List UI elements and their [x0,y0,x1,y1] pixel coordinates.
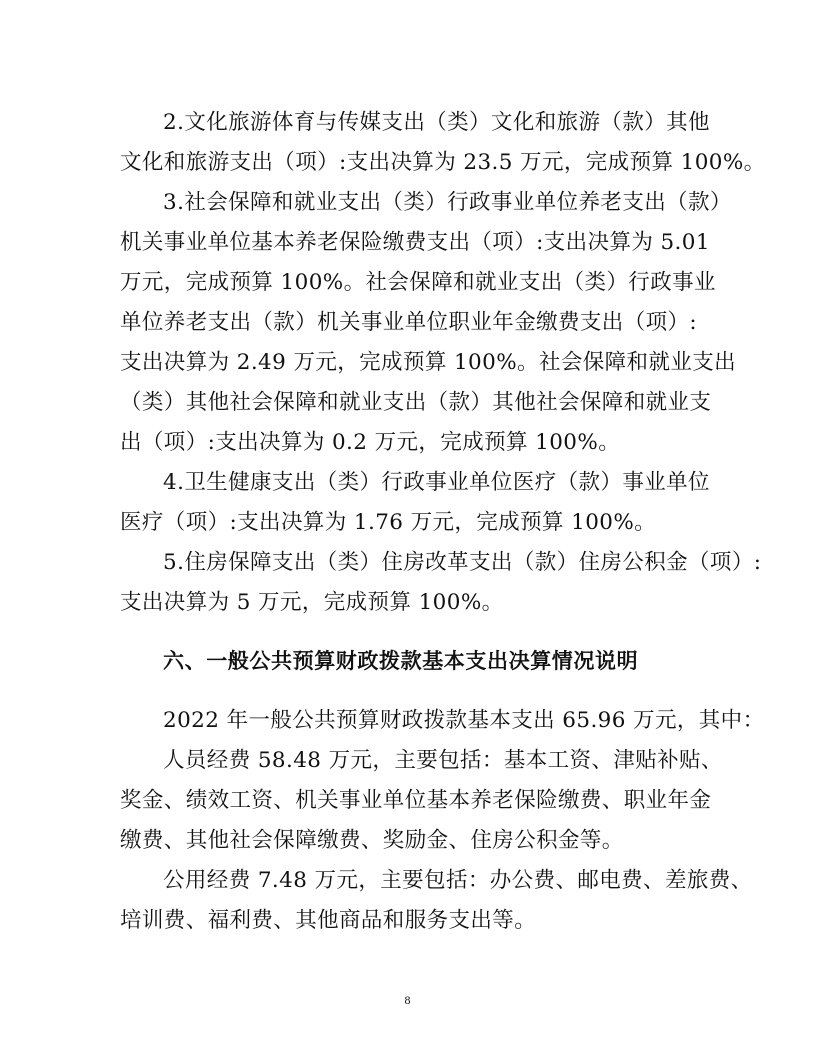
paragraph-social-line-2: 机关事业单位基本养老保险缴费支出（项）:支出决算为 5.01 [120,230,710,255]
page-number: 8 [404,993,411,1007]
paragraph-social-line-7: 出（项）:支出决算为 0.2 万元，完成预算 100%。 [120,430,621,455]
paragraph-social-line-4: 单位养老支出（款）机关事业单位职业年金缴费支出（项）: [120,310,698,335]
paragraph-personnel-line-3: 缴费、其他社会保障缴费、奖励金、住房公积金等。 [120,828,624,853]
paragraph-culture-line-1: 2.文化旅游体育与传媒支出（类）文化和旅游（款）其他 [163,110,710,135]
paragraph-personnel-line-1: 人员经费 58.48 万元，主要包括：基本工资、津贴补贴、 [163,748,723,773]
paragraph-basic-total: 2022 年一般公共预算财政拨款基本支出 65.96 万元，其中： [163,708,765,733]
paragraph-personnel-line-2: 奖金、绩效工资、机关事业单位基本养老保险缴费、职业年金 [120,788,712,813]
paragraph-social-line-5: 支出决算为 2.49 万元，完成预算 100%。社会保障和就业支出 [120,350,737,375]
paragraph-health-line-1: 4.卫生健康支出（类）行政事业单位医疗（款）事业单位 [163,470,710,495]
section-heading: 六、一般公共预算财政拨款基本支出决算情况说明 [163,649,639,673]
paragraph-culture-line-2: 文化和旅游支出（项）:支出决算为 23.5 万元，完成预算 100%。 [120,150,766,175]
paragraph-public-line-2: 培训费、福利费、其他商品和服务支出等。 [120,908,537,933]
paragraph-housing-line-2: 支出决算为 5 万元，完成预算 100%。 [120,590,504,615]
paragraph-social-line-6: （类）其他社会保障和就业支出（款）其他社会保障和就业支 [120,390,712,415]
paragraph-housing-line-1: 5.住房保障支出（类）住房改革支出（款）住房公积金（项）: [163,550,762,575]
paragraph-social-line-1: 3.社会保障和就业支出（类）行政事业单位养老支出（款） [163,190,732,215]
paragraph-public-line-1: 公用经费 7.48 万元，主要包括：办公费、邮电费、差旅费、 [163,868,753,893]
paragraph-health-line-2: 医疗（项）:支出决算为 1.76 万元，完成预算 100%。 [120,510,657,535]
paragraph-social-line-3: 万元，完成预算 100%。社会保障和就业支出（类）行政事业 [120,270,716,295]
